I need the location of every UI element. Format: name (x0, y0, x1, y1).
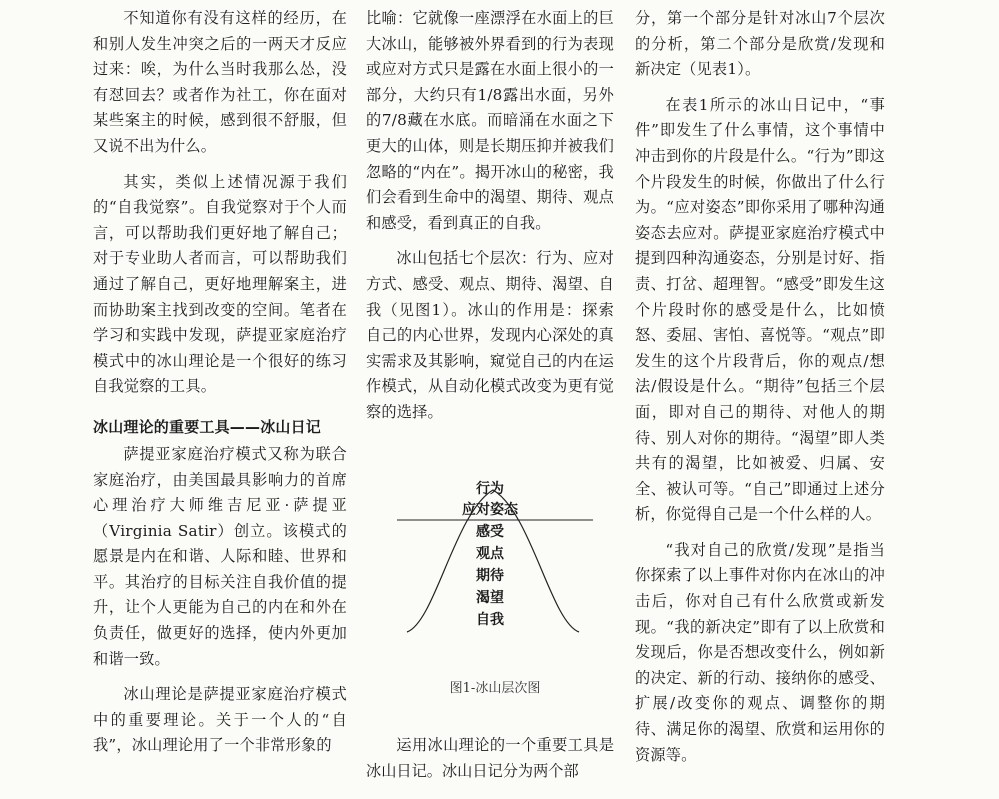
column-2 (366, 6, 614, 436)
paragraph: 不知道你有没有这样的经历，在和别人发生冲突之后的一两天才反应过来：唉，为什么当时我那么怂，没有怼回去？或者作为社工，你在面对某些案主的时候，感到很不舒服，但又说不出为什么。 (93, 9, 347, 155)
column-3 (635, 6, 885, 778)
paragraph: 冰山包括七个层次：行为、应对方式、感受、观点、期待、渴望、自我（见图1）。冰山的作用是：探索自己的内心世界，发现内心深处的真实需求及其影响，窥觉自己的内在运作模式，从自动化模式改变为更有觉察的选择。 (366, 249, 614, 421)
paragraph: 其实，类似上述情况源于我们的“自我觉察”。自我觉察对于个人而言，可以帮助我们更好地了解自己；对于专业助人者而言，可以帮助我们通过了解自己，更好地理解案主，进而协助案主找到改变的空间。笔者在学习和实践中发现，萨提亚家庭治疗模式中的冰山理论是一个很好的练习自我觉察的工具。 (93, 172, 347, 396)
layer-coping: 应对姿态 (462, 502, 518, 518)
layer-feelings: 感受 (476, 524, 504, 540)
paragraph: 冰山理论是萨提亚家庭治疗模式中的重要理论。关于一个人的“自我”，冰山理论用了一个非常形象的 (93, 685, 347, 755)
layer-self: 自我 (476, 612, 504, 628)
iceberg-figure (375, 472, 615, 702)
paragraph: “我对自己的欣赏/发现”是指当你探索了以上事件对你内在冰山的冲击后，你对自己有什么欣赏或新发现。“我的新决定”即有了以上欣赏和发现后，你是否想改变什么，例如新的决定、新的行动、接纳你的感受、扩展/改变你的观点、调整你的期待、满足你的渴望、欣赏和运用你的资源等。 (635, 540, 885, 764)
paragraph: 分，第一个部分是针对冰山7个层次的分析，第二个部分是欣赏/发现和新决定（见表1）。 (635, 9, 885, 79)
paragraph: 在表1所示的冰山日记中，“事件”即发生了什么事情，这个事情中冲击到你的片段是什么。“行为”即这个片段发生的时候，你做出了什么行为。“应对姿态”即你采用了哪种沟通姿态去应对。萨提亚家庭治疗模式中提到四种沟通姿态，分别是讨好、指责、打岔、超理智。“感受”即发生这个片段时你的感受是什么，比如愤怒、委屈、害怕、喜悦等。“观点”即发生的这个片段背后，你的观点/想法/假设是什么。“期待”包括三个层面，即对自己的期待、对他人的期待、别人对你的期待。“渴望”即人类共有的渴望，比如被爱、归属、安全、被认可等。“自己”即通过上述分析，你觉得自己是一个什么样的人。 (635, 95, 885, 524)
column-1 (93, 6, 347, 769)
paragraph: 运用冰山理论的一个重要工具是冰山日记。冰山日记分为两个部 (366, 736, 614, 780)
layer-behavior: 行为 (476, 481, 504, 497)
figure-caption: 图1-冰山层次图 (449, 681, 541, 696)
layer-expectations: 期待 (476, 568, 504, 584)
paragraph: 比喻：它就像一座漂浮在水面上的巨大冰山，能够被外界看到的行为表现或应对方式只是露在水面上很小的一部分，大约只有1/8露出水面，另外的7/8藏在水底。而暗涌在水面之下更大的山体，则是长期压抑并被我们忽略的“内在”。揭开冰山的秘密，我们会看到生命中的渴望、期待、观点和感受，看到真正的自我。 (366, 9, 614, 232)
column-2-continued (366, 733, 614, 784)
layer-yearnings: 渴望 (476, 590, 504, 606)
layer-perceptions: 观点 (476, 546, 504, 562)
section-heading: 冰山理论的重要工具——冰山日记 (93, 417, 322, 436)
paragraph: 萨提亚家庭治疗模式又称为联合家庭治疗，由美国最具影响力的首席心理治疗大师维吉尼亚·萨提亚（Virginia Satir）创立。该模式的愿景是内在和谐、人际和睦、世界和平。其治疗的目标关注自我价值的提升，让个人更能为自己的内在和外在负责任，做更好的选择，使内外更加和谐一致。 (93, 444, 347, 668)
